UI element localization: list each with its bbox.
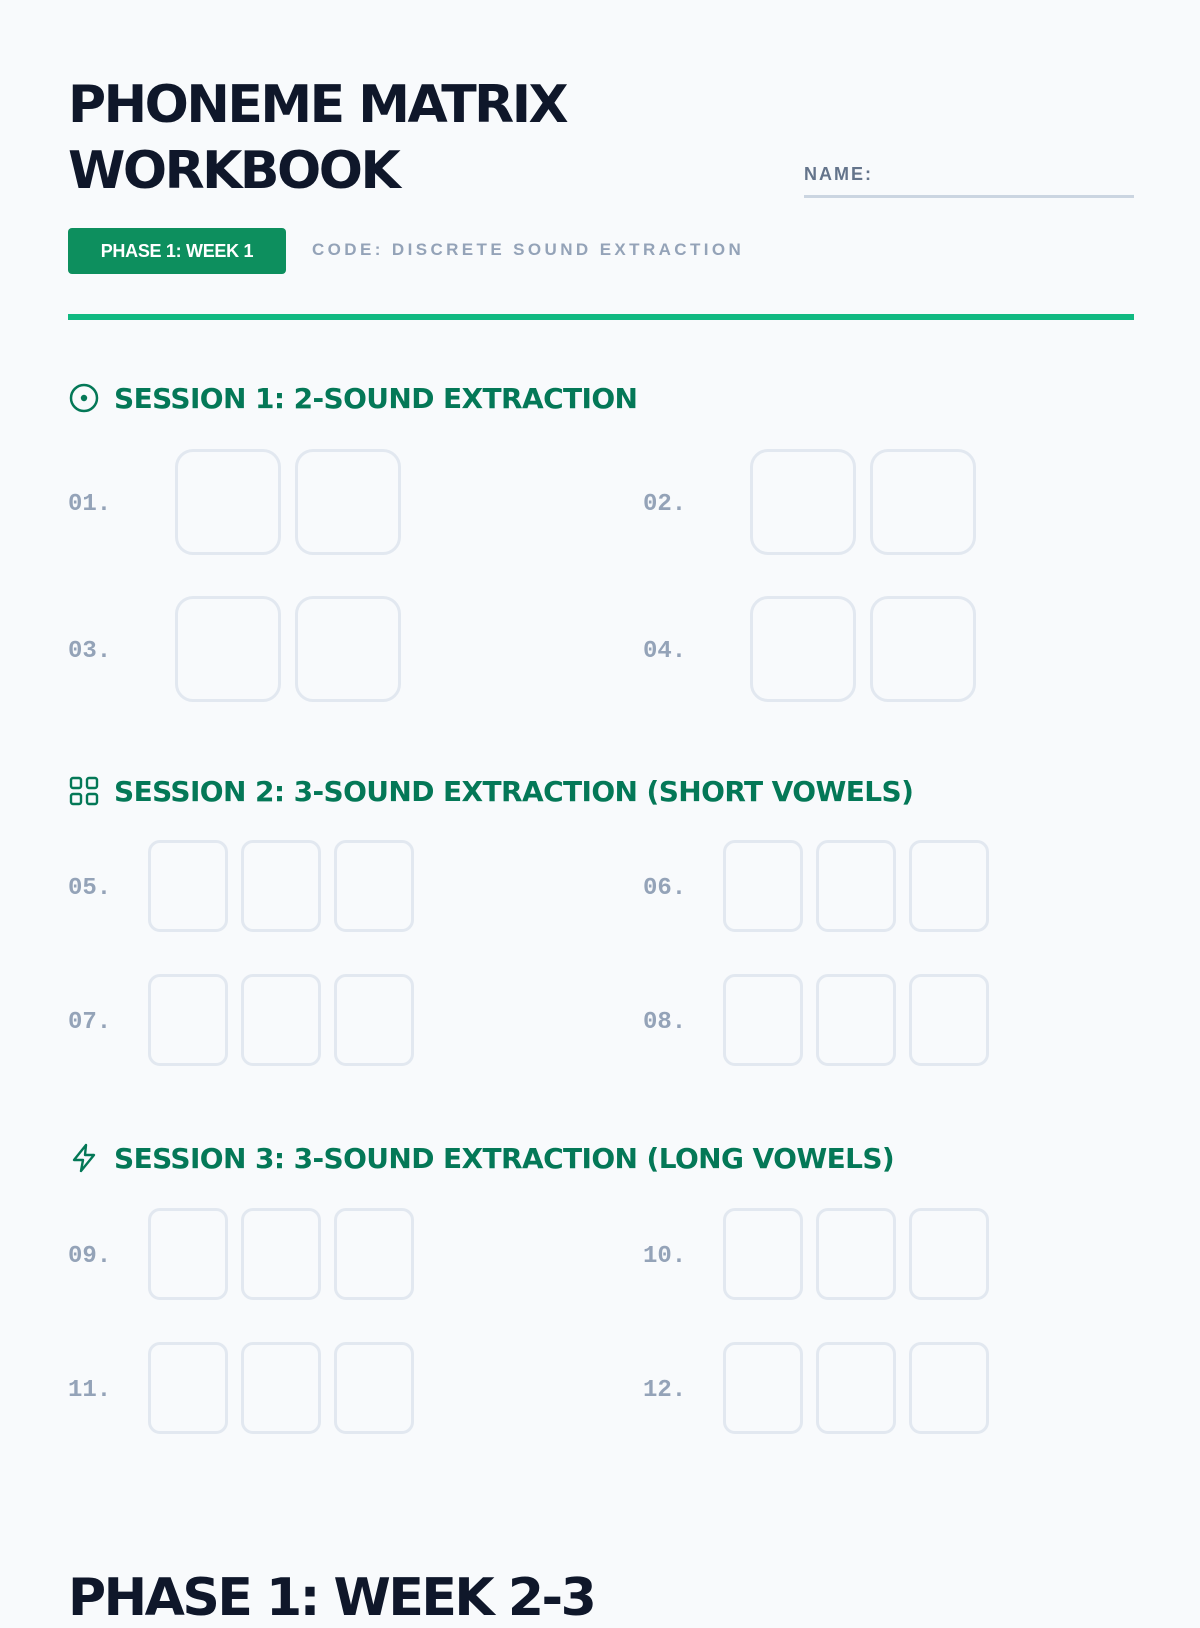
sound-box[interactable]	[148, 840, 228, 932]
exercise-item: 11.	[68, 1342, 548, 1438]
sound-box[interactable]	[723, 1208, 803, 1300]
sound-boxes	[175, 596, 415, 702]
phase-badge: PHASE 1: WEEK 1	[68, 228, 286, 274]
sound-boxes	[750, 449, 990, 555]
sound-boxes	[148, 1342, 427, 1434]
sound-boxes	[723, 1208, 1002, 1300]
exercise-item: 06.	[643, 840, 1123, 936]
sound-box[interactable]	[148, 1208, 228, 1300]
grid-icon	[68, 775, 100, 807]
sound-boxes	[750, 596, 990, 702]
sound-box[interactable]	[241, 1208, 321, 1300]
sound-box[interactable]	[241, 974, 321, 1066]
next-section-title: PHASE 1: WEEK 2-3	[68, 1568, 595, 1628]
sound-box[interactable]	[241, 1342, 321, 1434]
title-line-2: WORKBOOK	[68, 141, 399, 201]
sound-boxes	[723, 1342, 1002, 1434]
exercise-item: 10.	[643, 1208, 1123, 1304]
exercise-item: 02.	[643, 449, 1123, 559]
title-line-1: PHONEME MATRIX	[68, 75, 567, 135]
exercise-item: 08.	[643, 974, 1123, 1070]
sound-box[interactable]	[334, 974, 414, 1066]
session-1-title: SESSION 1: 2-SOUND EXTRACTION	[114, 381, 638, 415]
exercise-item: 07.	[68, 974, 548, 1070]
sound-box[interactable]	[870, 449, 976, 555]
exercise-item: 04.	[643, 596, 1123, 706]
session-3-title: SESSION 3: 3-SOUND EXTRACTION (LONG VOWELS)	[114, 1141, 895, 1175]
session-3-heading	[68, 1138, 894, 1178]
sound-box[interactable]	[909, 1342, 989, 1434]
page-title	[68, 72, 566, 204]
sound-boxes	[148, 1208, 427, 1300]
sound-box[interactable]	[909, 1208, 989, 1300]
sound-box[interactable]	[148, 1342, 228, 1434]
workbook-page	[68, 0, 1134, 1628]
sound-box[interactable]	[723, 1342, 803, 1434]
exercise-item: 12.	[643, 1342, 1123, 1438]
sound-box[interactable]	[870, 596, 976, 702]
sound-box[interactable]	[816, 840, 896, 932]
sound-boxes	[723, 974, 1002, 1066]
sound-box[interactable]	[909, 974, 989, 1066]
sound-box[interactable]	[334, 840, 414, 932]
name-field[interactable]	[804, 162, 1134, 198]
sound-box[interactable]	[241, 840, 321, 932]
sound-box[interactable]	[816, 1342, 896, 1434]
name-label: NAME:	[804, 164, 873, 184]
sound-box[interactable]	[295, 596, 401, 702]
session-1-heading	[68, 378, 637, 418]
sound-boxes	[723, 840, 1002, 932]
sound-box[interactable]	[295, 449, 401, 555]
exercise-item: 05.	[68, 840, 548, 936]
sound-box[interactable]	[723, 974, 803, 1066]
exercise-item: 09.	[68, 1208, 548, 1304]
sound-box[interactable]	[148, 974, 228, 1066]
sound-box[interactable]	[750, 596, 856, 702]
sound-box[interactable]	[723, 840, 803, 932]
sound-box[interactable]	[750, 449, 856, 555]
sound-boxes	[148, 840, 427, 932]
sound-boxes	[175, 449, 415, 555]
exercise-item: 01.	[68, 449, 548, 559]
code-label: CODE: DISCRETE SOUND EXTRACTION	[312, 240, 745, 259]
target-icon	[68, 382, 100, 414]
sound-box[interactable]	[175, 596, 281, 702]
sound-box[interactable]	[334, 1342, 414, 1434]
sound-box[interactable]	[909, 840, 989, 932]
session-2-title: SESSION 2: 3-SOUND EXTRACTION (SHORT VOWELS)	[114, 774, 914, 808]
header-divider	[68, 314, 1134, 320]
sound-box[interactable]	[334, 1208, 414, 1300]
exercise-item: 03.	[68, 596, 548, 706]
sound-boxes	[148, 974, 427, 1066]
sound-box[interactable]	[816, 1208, 896, 1300]
lightning-icon	[68, 1142, 100, 1174]
sound-box[interactable]	[175, 449, 281, 555]
session-2-heading	[68, 771, 913, 811]
sound-box[interactable]	[816, 974, 896, 1066]
